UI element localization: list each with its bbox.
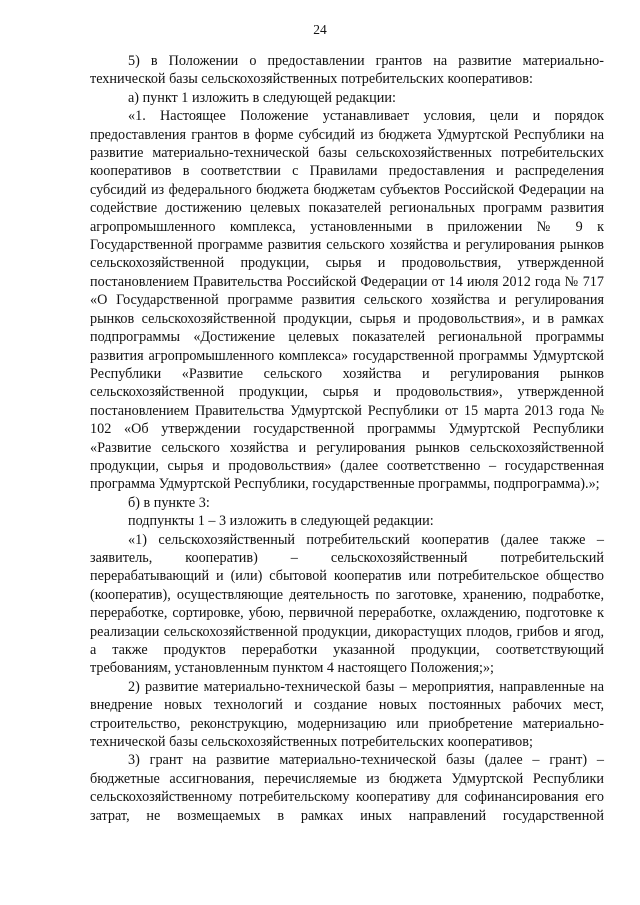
paragraph-subpoints-intro: подпункты 1 – 3 изложить в следующей редакции: (128, 513, 434, 530)
page-number: 24 (313, 22, 327, 37)
paragraph-item-5: 5) в Положении о предоставлении грантов на развитие материально-технической базы сельскохозяйственных потребительских кооперативов: (90, 53, 604, 88)
paragraph-point-1-text: «1. Настоящее Положение устанавливает условия, цели и порядок предоставления грантов в форме субсидий из бюджета Удмуртской Республики на развитие материально-технической базы сельскохозяйственных потребительских кооперативов в соответствии с Правилами предоставления и распределения субсидий из федерального бюджета бюджетам субъектов Российской Федерации на содействие достижению целевых показателей региональных программ развития агропромышленного комплекса, установленными в приложении № 9 к Государственной программе развития сельского хозяйства и регулирования рынков сельскохозяйственной продукции, сырья и продовольствия, утвержденной постановлением Правительства Российской Федерации от 14 июля 2012 года № 717 «О Государственной программе развития сельского хозяйства и регулирования рынков сельскохозяйственной продукции, сырья и продовольствия», и в рамках подпрограммы «Достижение целевых показателей региональной программы развития агропромышленного комплекса» государственной программы Удмуртской Республики «Развитие сельского хозяйства и регулирования рынков сельскохозяйственной продукции, сырья и продовольствия», утвержденной постановлением Правительства Удмуртской Республики от 15 марта 2013 года № 102 «Об утверждении государственной программы Удмуртской Республики «Развитие сельского хозяйства и регулирования рынков сельскохозяйственной продукции, сырья и продовольствия» (далее соответственно – государственная программа Удмуртской Республики, государственные программы, подпрограмма).»; (90, 108, 604, 493)
paragraph-subpoint-3: 3) грант на развитие материально-технической базы (далее – грант) – бюджетные ассигнования, перечисляемые из бюджета Удмуртской Республики сельскохозяйственному потребительскому кооперативу для софинансирования его затрат, не возмещаемых в рамках иных направлений государственной (90, 752, 604, 824)
paragraph-subpoint-2: 2) развитие материально-технической базы – мероприятия, направленные на внедрение новых технологий и создание новых постоянных рабочих мест, строительство, реконструкцию, модернизацию или приобретение материально-технической базы сельскохозяйственных потребительских кооперативов; (90, 678, 604, 751)
paragraph-subpoint-1: «1) сельскохозяйственный потребительский кооператив (далее также – заявитель, кооператив) – сельскохозяйственный потребительский перерабатывающий и (или) сбытовой кооператив или потребительское общество (кооператив), осуществляющие деятельность по заготовке, хранению, подработке, переработке, сортировке, убою, первичной переработке, охлаждению, подготовке к реализации сельскохозяйственной продукции, дикорастущих плодов, грибов и ягод, а также продуктов переработки указанной продукции, соответствующий требованиям, установленным пунктом 4 настоящего Положения;»; (90, 531, 604, 677)
document-body (90, 52, 604, 825)
paragraph-subitem-b: б) в пункте 3: (128, 494, 210, 511)
paragraph-subitem-a: а) пункт 1 изложить в следующей редакции: (128, 89, 396, 106)
